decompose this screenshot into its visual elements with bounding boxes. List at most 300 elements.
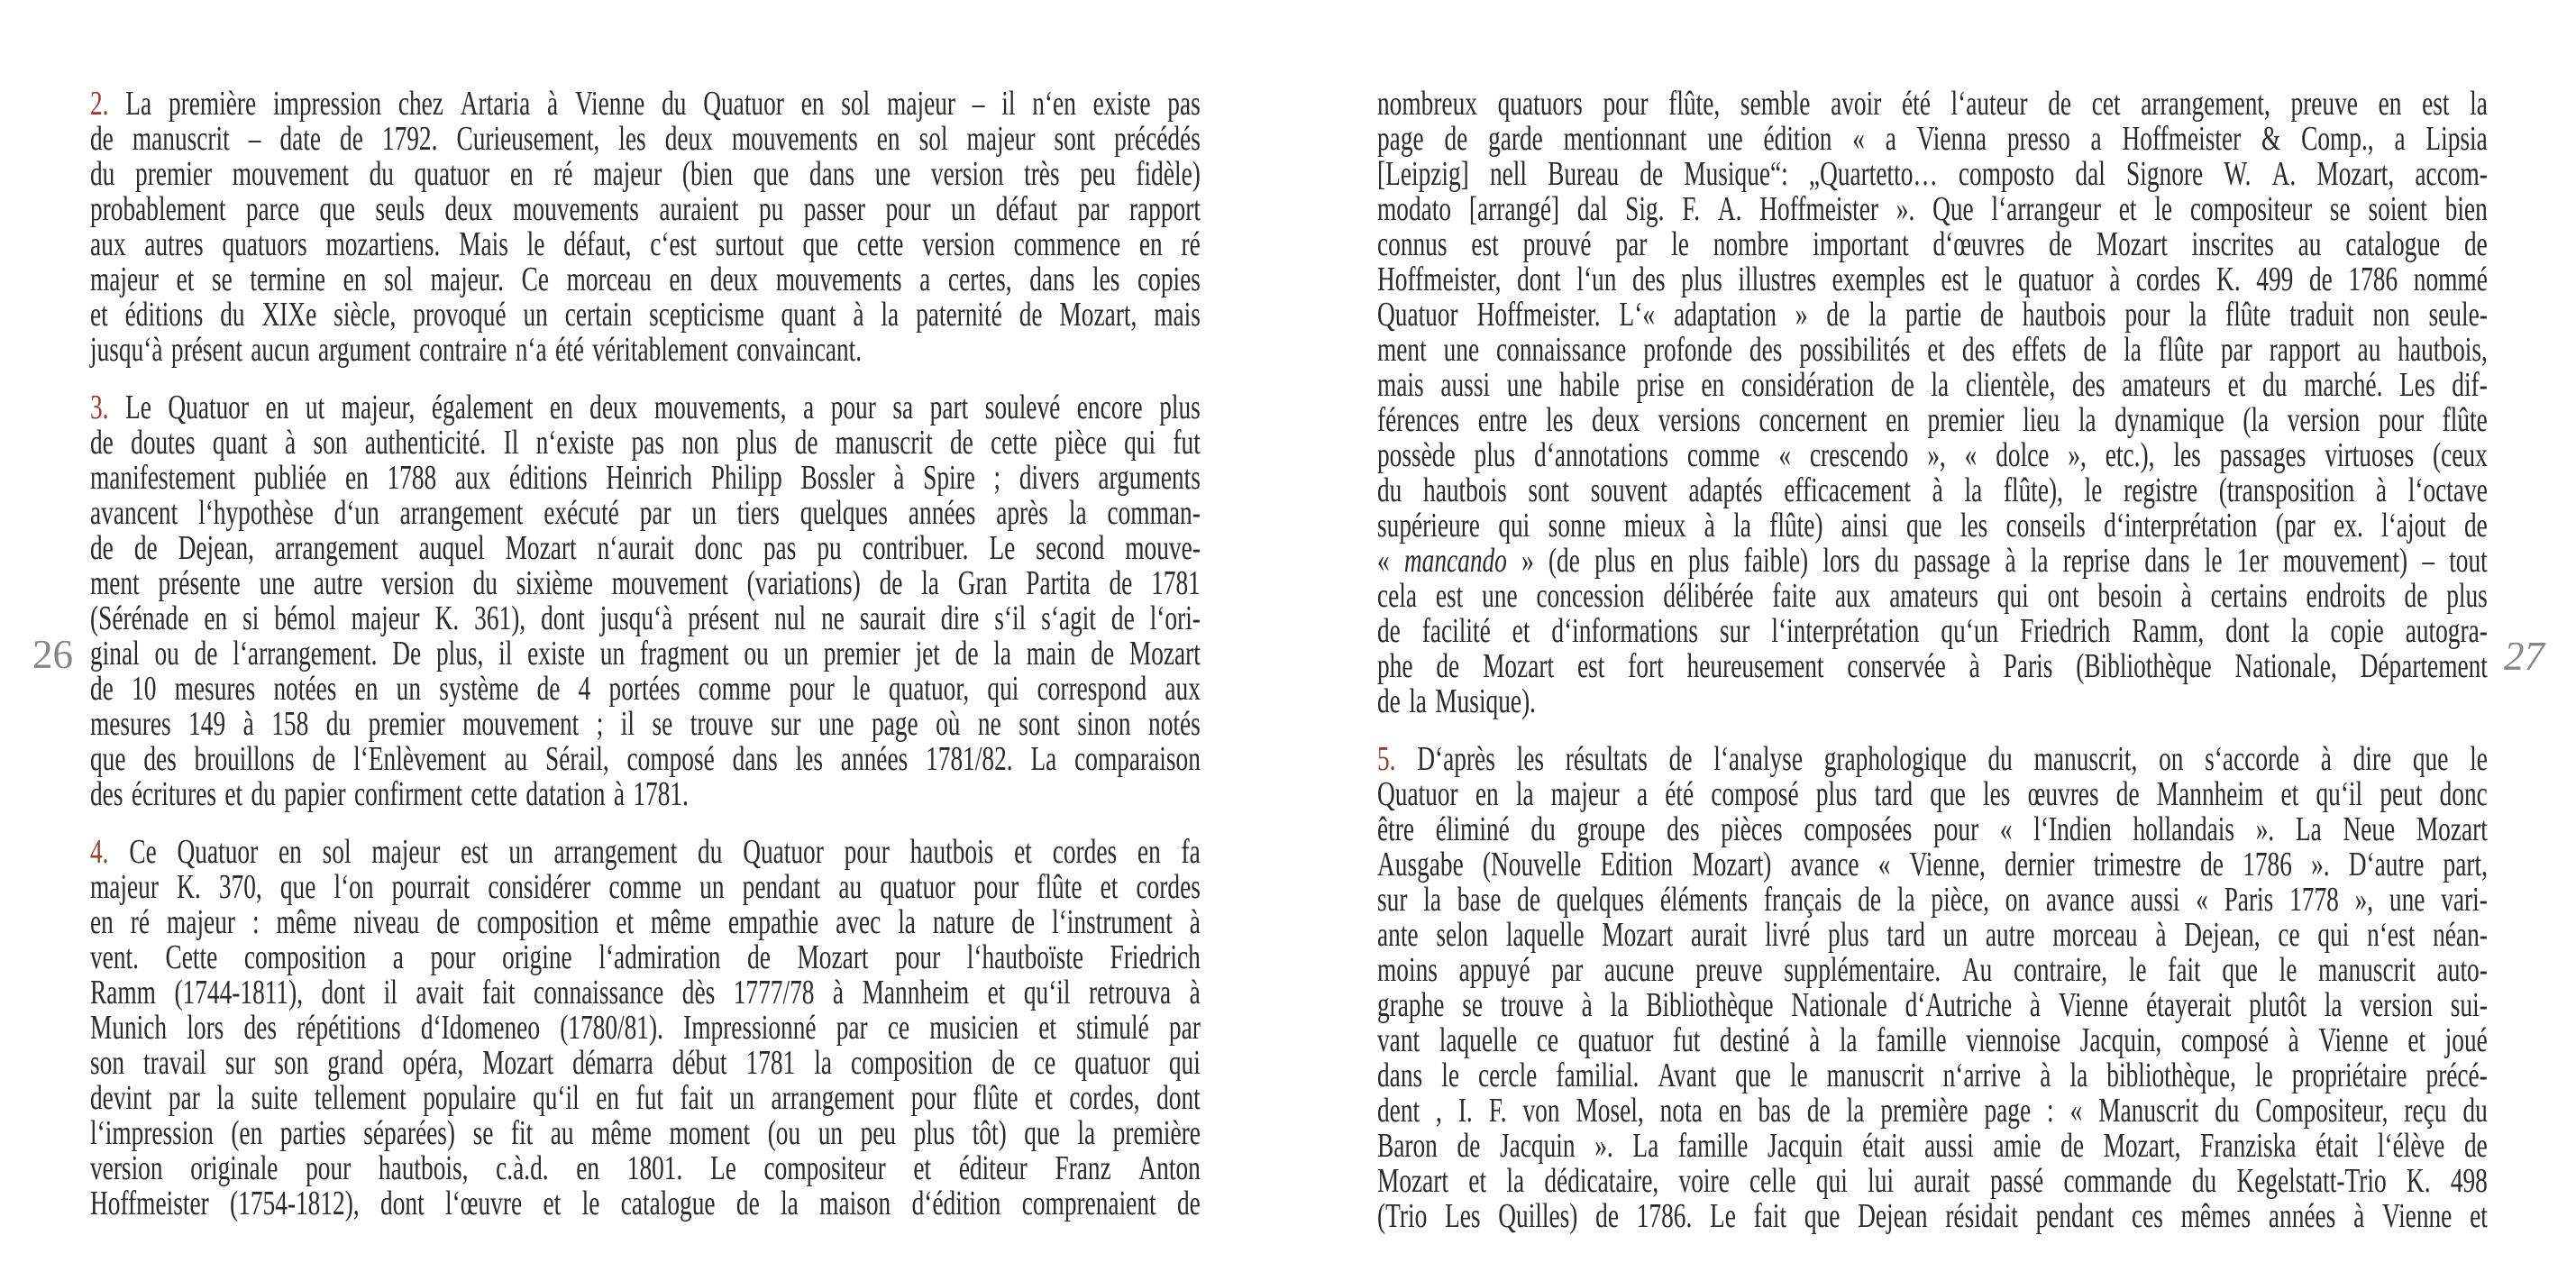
word: version xyxy=(930,155,1004,193)
word: d‘annotations xyxy=(1534,436,1668,474)
text-line xyxy=(90,262,1201,297)
word: tout xyxy=(2449,542,2488,580)
word: autre xyxy=(1985,916,2035,954)
word: éditions xyxy=(509,459,588,497)
word: l‘interprétation xyxy=(1771,612,1920,650)
word: l‘arrangeur xyxy=(1991,190,2101,228)
word: de xyxy=(1110,599,1135,637)
word: plus xyxy=(1681,261,1722,298)
word: prouvé xyxy=(1522,225,1592,263)
word: sa xyxy=(892,389,914,426)
word: (1754-1812), xyxy=(230,1185,360,1222)
word: sont xyxy=(1054,120,1096,158)
text-line xyxy=(1377,1164,2488,1199)
word: Vienne xyxy=(2318,1021,2389,1059)
word: la xyxy=(1868,296,1886,334)
word: Il xyxy=(503,424,519,462)
word: cette xyxy=(991,424,1037,462)
word: quatuor xyxy=(880,868,955,906)
word: le xyxy=(581,1185,600,1222)
word: de xyxy=(1011,903,1036,941)
word: composé xyxy=(1711,775,1799,813)
word: ». xyxy=(2311,846,2330,883)
word: possède xyxy=(1377,436,1456,474)
text-line xyxy=(90,940,1201,975)
word: provoqué xyxy=(413,296,507,334)
word: rapport xyxy=(1128,190,1201,228)
word: de xyxy=(1377,612,1401,650)
word: jet xyxy=(915,635,940,673)
word: Bureau xyxy=(1548,155,1620,193)
word: Dejean, xyxy=(2184,916,2261,954)
word: et xyxy=(913,1149,932,1187)
word: Quatuor xyxy=(168,389,250,426)
word: pourrait xyxy=(391,868,470,906)
word: originale xyxy=(190,1149,279,1187)
word: résidait xyxy=(1945,1197,2018,1235)
word: fragment xyxy=(639,635,729,673)
word: à xyxy=(2180,577,2192,615)
word: de xyxy=(1377,682,1401,720)
word: commande xyxy=(2063,1162,2172,1200)
word: il xyxy=(1001,85,1016,123)
word: un xyxy=(729,1079,754,1117)
word: von xyxy=(1522,1092,1560,1130)
word: du xyxy=(220,296,245,334)
word: pour xyxy=(973,868,1019,906)
word: la xyxy=(1515,775,1534,813)
word: certain xyxy=(564,296,633,334)
word: la xyxy=(2124,331,2142,369)
word: manifestement xyxy=(90,459,236,497)
word: autre xyxy=(313,564,363,602)
word: a xyxy=(1636,775,1649,813)
text-line xyxy=(1377,684,2488,719)
word: notés xyxy=(1148,705,1201,743)
text-line xyxy=(90,1116,1201,1151)
word: de xyxy=(536,670,561,708)
word: seule- xyxy=(2428,296,2488,334)
word: F. xyxy=(1488,1092,1507,1130)
word: à xyxy=(832,974,845,1011)
word: laquelle xyxy=(1505,916,1585,954)
word: (transposition xyxy=(2218,471,2355,509)
word: était xyxy=(2316,1127,2359,1165)
text-line xyxy=(90,87,1201,122)
word: 1781/82. xyxy=(926,740,1013,778)
word: système xyxy=(439,670,519,708)
word: que xyxy=(279,868,316,906)
word: Jacquin xyxy=(1499,1127,1576,1165)
word: bien xyxy=(2444,190,2488,228)
word: deux xyxy=(1591,401,1640,439)
word: 1792. xyxy=(381,120,438,158)
word: majeur xyxy=(90,868,159,906)
word: à xyxy=(2320,740,2332,778)
word: défaut, xyxy=(563,225,632,263)
word: Artaria xyxy=(460,85,531,123)
word: confirment xyxy=(353,775,462,813)
word: des xyxy=(2072,366,2106,404)
word: Signore xyxy=(2126,155,2204,193)
word: des xyxy=(1667,810,1700,848)
word: Hoffmeister xyxy=(90,1185,209,1222)
word: sont xyxy=(1528,471,1570,509)
word: marché. xyxy=(2304,366,2383,404)
word: qu‘il xyxy=(1023,974,1071,1011)
word: et xyxy=(2407,1021,2426,1059)
word: arguments xyxy=(1098,459,1201,497)
word: de xyxy=(90,424,114,462)
word: ce xyxy=(1536,1021,1559,1059)
word: saurait xyxy=(859,599,926,637)
word: Au xyxy=(1961,951,1993,989)
word: pu xyxy=(758,190,784,228)
word: être xyxy=(1377,810,1415,848)
word: Vienne, xyxy=(1909,846,1986,883)
word: fort xyxy=(1628,647,1664,685)
word: arrangement xyxy=(771,1079,895,1117)
word: cordes, xyxy=(1069,1079,1140,1117)
word: mouvements xyxy=(775,261,902,298)
word: Paris xyxy=(2224,881,2274,919)
word: c‘est xyxy=(650,225,697,263)
word: lors xyxy=(1822,542,1860,580)
word: et xyxy=(2470,1197,2488,1235)
text-line xyxy=(1377,262,2488,297)
word: Franz xyxy=(1055,1149,1111,1187)
text-line xyxy=(90,496,1201,531)
word: édition xyxy=(1763,120,1832,158)
word: Baron xyxy=(1377,1127,1438,1165)
word: de xyxy=(2464,225,2488,263)
word: la xyxy=(1077,1114,1096,1152)
word: la xyxy=(814,1044,832,1082)
word: mesures xyxy=(90,705,171,743)
word: c.à.d. xyxy=(496,1149,549,1187)
word: trouve xyxy=(690,705,754,743)
word: est xyxy=(461,833,489,871)
word: de xyxy=(90,529,114,567)
word: seuls xyxy=(375,190,425,228)
word: « xyxy=(2069,1092,2083,1130)
word: Gran xyxy=(957,564,1008,602)
word: la xyxy=(2470,85,2488,123)
word: dont xyxy=(541,599,585,637)
word: (bien xyxy=(681,155,734,193)
word: composition xyxy=(850,1044,973,1082)
word: Vienna xyxy=(1916,120,1987,158)
text-line xyxy=(90,461,1201,496)
word: est xyxy=(1435,577,1464,615)
word: de xyxy=(991,1044,1016,1082)
word: éléments xyxy=(1659,881,1749,919)
word: Mozart xyxy=(482,1044,554,1082)
word: arrangement xyxy=(274,529,398,567)
word: Neue xyxy=(2343,810,2396,848)
word: répétitions xyxy=(297,1009,401,1047)
word: Musique“: xyxy=(1684,155,1788,193)
word: dédicataire, xyxy=(1544,1162,1659,1200)
word: 361), xyxy=(474,599,526,637)
word: & xyxy=(2261,120,2281,158)
text-line xyxy=(90,672,1201,707)
word: son xyxy=(274,1044,309,1082)
word: qui xyxy=(1815,1162,1848,1200)
word: qui xyxy=(1124,424,1156,462)
word: par xyxy=(1077,190,1110,228)
word: d‘un xyxy=(333,494,379,532)
word: des xyxy=(143,740,177,778)
word: que xyxy=(319,190,355,228)
word: pour xyxy=(2124,296,2170,334)
word: sol xyxy=(322,833,352,871)
word: hautbois, xyxy=(378,1149,469,1187)
word: Franziska xyxy=(2200,1127,2297,1165)
word: Ce xyxy=(521,261,549,298)
word: de xyxy=(133,529,158,567)
word: rapport xyxy=(2269,331,2341,369)
word: a xyxy=(2090,120,2102,158)
word: de xyxy=(735,1185,760,1222)
word: on xyxy=(2159,740,2184,778)
word: deux xyxy=(709,261,759,298)
word: la xyxy=(1423,881,1441,919)
word: de xyxy=(879,564,903,602)
word: mesures xyxy=(174,670,256,708)
word: convaincant. xyxy=(736,331,863,369)
word: et xyxy=(2118,190,2137,228)
word: Mozart xyxy=(1602,916,1674,954)
word: quant xyxy=(212,424,268,462)
word: fa xyxy=(1181,833,1201,871)
text-line xyxy=(1377,649,2488,684)
text-line xyxy=(90,905,1201,940)
word: en xyxy=(1138,225,1163,263)
word: 1781. xyxy=(633,775,689,813)
word: appuyé xyxy=(1458,951,1530,989)
word: La xyxy=(125,85,152,123)
word: comme xyxy=(608,868,682,906)
word: majeur xyxy=(887,85,956,123)
word: l‘ori- xyxy=(1149,599,1201,637)
word: ce xyxy=(2278,916,2300,954)
word: ut xyxy=(305,389,325,426)
text-line xyxy=(1377,508,2488,544)
word: efficacement xyxy=(1784,471,1911,509)
word: sonne xyxy=(1548,507,1606,544)
word: : xyxy=(251,903,260,941)
word: avance xyxy=(1790,846,1859,883)
word: des xyxy=(1632,261,1666,298)
word: le xyxy=(1789,1057,1808,1094)
word: d‘Idomeneo xyxy=(420,1009,541,1047)
word: du xyxy=(2262,366,2288,404)
word: flûte xyxy=(1037,868,1082,906)
word: du xyxy=(2191,1162,2217,1200)
word: que xyxy=(1905,507,1942,544)
word: siècle, xyxy=(333,296,397,334)
word: Munich xyxy=(90,1009,168,1047)
word: devint xyxy=(90,1079,152,1117)
word: non xyxy=(2372,296,2410,334)
word: lui xyxy=(1868,1162,1895,1200)
word: aux xyxy=(90,225,126,263)
word: mais xyxy=(1377,366,1424,404)
word: possibilités xyxy=(1799,331,1911,369)
word: flûte xyxy=(2158,331,2204,369)
text-line xyxy=(1377,1023,2488,1058)
word: Les xyxy=(2399,366,2435,404)
word: à xyxy=(613,775,625,813)
word: (ou xyxy=(767,1114,801,1152)
word: le xyxy=(526,225,545,263)
word: partie xyxy=(1905,296,1962,334)
word: on xyxy=(2005,881,2031,919)
word: précé- xyxy=(2425,1057,2488,1094)
word: en xyxy=(669,261,693,298)
word: dont xyxy=(1156,1079,1201,1117)
word: morceau xyxy=(2052,916,2138,954)
word: Cette xyxy=(165,938,218,976)
word: dont xyxy=(321,974,366,1011)
word: pas xyxy=(1167,85,1201,123)
word: jusqu‘à xyxy=(599,599,673,637)
word: et xyxy=(987,974,1006,1011)
word: à xyxy=(1189,974,1201,1011)
word: prise xyxy=(1636,366,1685,404)
word: sol xyxy=(384,261,414,298)
word: argument xyxy=(317,331,411,369)
paragraph xyxy=(90,87,1201,368)
word: chez xyxy=(397,85,443,123)
word: lors xyxy=(187,1009,224,1047)
word: (de xyxy=(1548,542,1580,580)
word: garde xyxy=(1488,120,1543,158)
word: presso xyxy=(2006,120,2070,158)
word: dont xyxy=(380,1185,425,1222)
word: une xyxy=(259,564,295,602)
word: un xyxy=(699,868,725,906)
word: pour xyxy=(430,938,476,976)
word: opéra, xyxy=(402,1044,464,1082)
word: profonde xyxy=(1643,331,1732,369)
word: il xyxy=(383,974,397,1011)
word: qui xyxy=(2317,916,2350,954)
word: la xyxy=(1610,986,1629,1024)
word: de xyxy=(90,670,114,708)
word: quatuor xyxy=(1074,1044,1150,1082)
word: qui xyxy=(1168,1044,1201,1082)
word: Mozart xyxy=(797,938,869,976)
word: pièces xyxy=(1721,810,1783,848)
word: », xyxy=(1927,436,1946,474)
word: Mannheim xyxy=(2156,775,2264,813)
text-line xyxy=(1377,192,2488,227)
word: n‘existe xyxy=(535,424,615,462)
word: plus xyxy=(1594,542,1636,580)
word: important xyxy=(1813,225,1909,263)
word: cordes xyxy=(1052,833,1118,871)
word: et xyxy=(616,903,635,941)
word: avoir xyxy=(1831,85,1882,123)
word: n‘en xyxy=(1032,85,1076,123)
word: de xyxy=(747,938,771,976)
word: Le xyxy=(125,389,151,426)
word: version xyxy=(90,1149,163,1187)
word: de xyxy=(1640,155,1664,193)
word: en xyxy=(354,670,379,708)
word: musicien xyxy=(929,1009,1019,1047)
word: ré xyxy=(130,903,151,941)
word: », xyxy=(2354,881,2374,919)
word: hautbois xyxy=(909,833,994,871)
word: 370, xyxy=(218,868,262,906)
word: de xyxy=(1890,366,1914,404)
word: K. xyxy=(2406,1162,2431,1200)
word: de xyxy=(1176,1185,1201,1222)
word: version xyxy=(381,564,454,602)
word: bémol xyxy=(274,599,336,637)
word: se xyxy=(211,261,233,298)
word: à xyxy=(1932,471,1943,509)
word: de xyxy=(1980,296,2004,334)
word: n‘est xyxy=(2367,916,2416,954)
word: ont xyxy=(2047,577,2079,615)
word: De xyxy=(392,635,422,673)
word: contribuer. xyxy=(862,529,969,567)
word: de xyxy=(2404,577,2428,615)
word: dont xyxy=(2225,612,2270,650)
word: cet xyxy=(2091,85,2121,123)
word: a xyxy=(919,261,931,298)
word: pour xyxy=(1933,810,1979,848)
word: la xyxy=(898,903,916,941)
word: populaire xyxy=(423,1079,516,1117)
word: 1778 xyxy=(2289,881,2339,919)
word: pour xyxy=(895,938,941,976)
word: La xyxy=(2295,810,2322,848)
word: à xyxy=(2029,986,2042,1024)
text-line xyxy=(90,975,1201,1011)
word: la xyxy=(2069,1057,2088,1094)
word: tard xyxy=(1874,775,1914,813)
word: Jacquin, xyxy=(2079,1021,2162,1059)
text-line xyxy=(90,157,1201,192)
word: ; xyxy=(596,705,604,743)
word: ex. xyxy=(2334,507,2363,544)
paragraph xyxy=(1377,87,2488,719)
word: été xyxy=(1901,85,1931,123)
word: manuscrit xyxy=(835,424,933,462)
word: pour xyxy=(2378,401,2425,439)
word: 499 xyxy=(2256,261,2294,298)
word: par xyxy=(2220,331,2252,369)
word: (Bibliothèque xyxy=(2076,647,2212,685)
word: endroits xyxy=(2306,577,2386,615)
word: tellement xyxy=(314,1079,406,1117)
word: F. xyxy=(1682,190,1701,228)
word: compositeur xyxy=(763,1149,886,1187)
word: plus xyxy=(1828,916,1869,954)
word: le xyxy=(1441,1057,1459,1094)
word: Quatuor xyxy=(743,833,824,871)
word: Ramm, xyxy=(2132,612,2205,650)
word: arrangement, xyxy=(2141,85,2270,123)
word: pas xyxy=(631,424,665,462)
word: fut xyxy=(1173,424,1201,462)
word: A. xyxy=(2271,155,2297,193)
